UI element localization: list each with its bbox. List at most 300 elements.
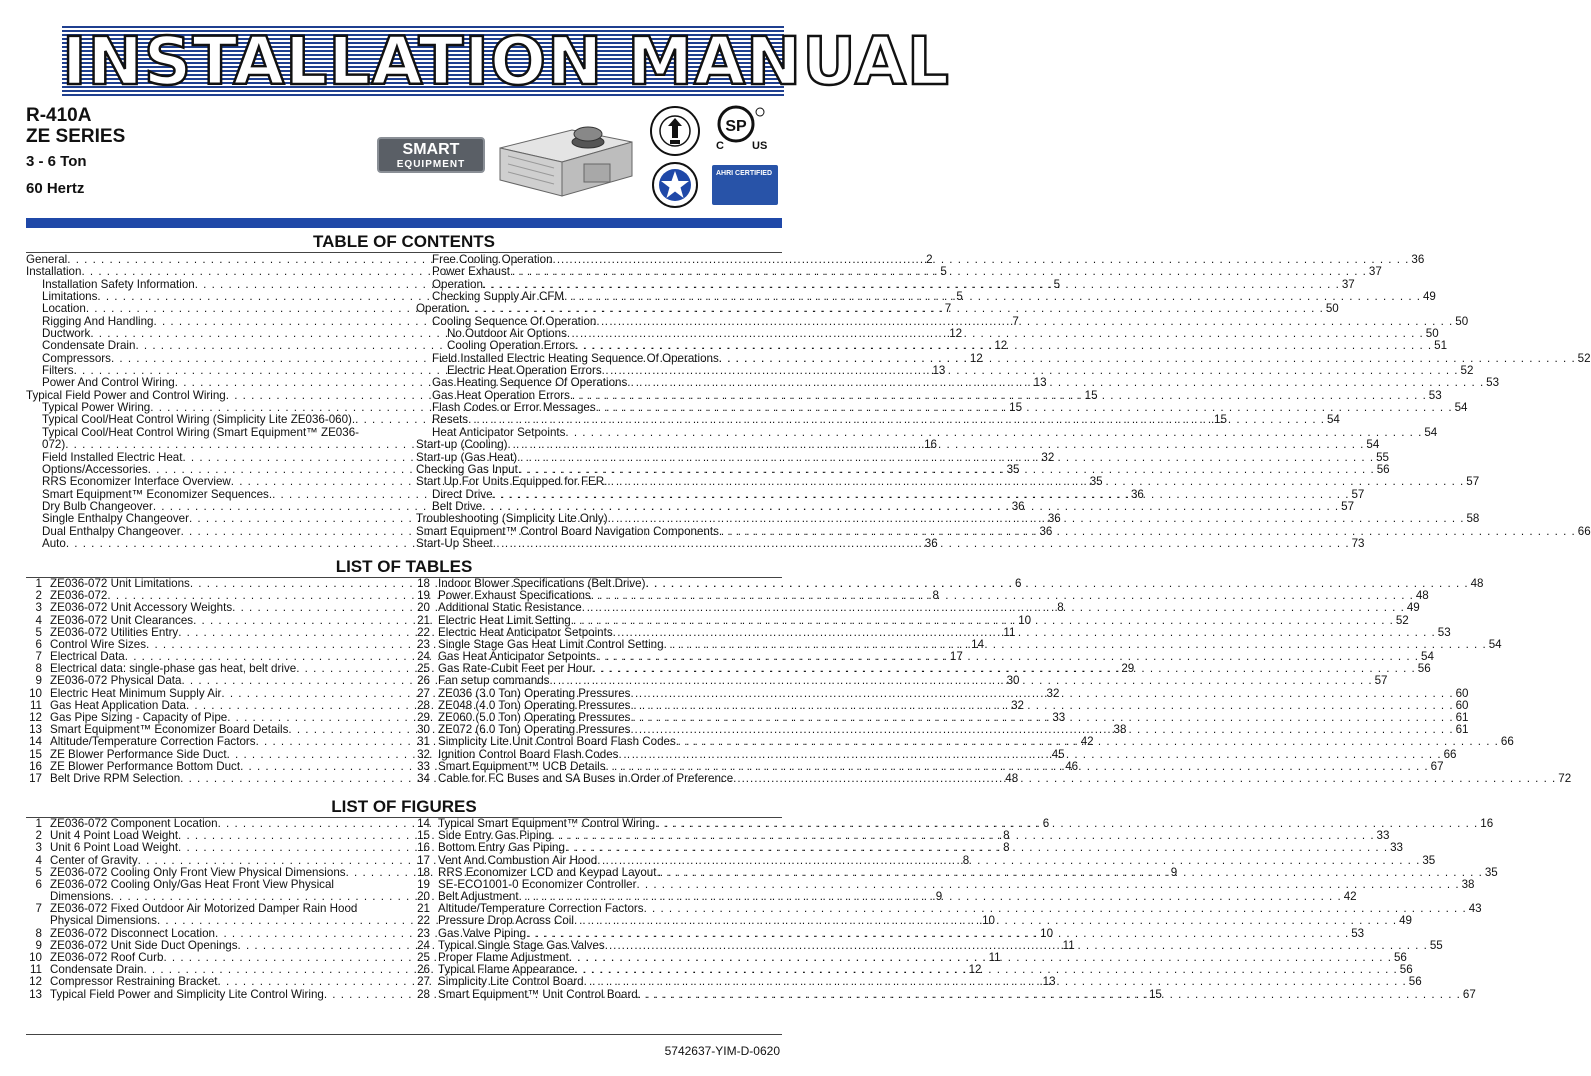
- table-entry-text: Ignition Control Board Flash Codes: [438, 747, 619, 761]
- toc-entry-page: 15: [1084, 388, 1098, 402]
- figure-entry-number: 17: [417, 853, 430, 867]
- toc-entry-text: Smart Equipment™ Control Board Navigation Components: [416, 524, 719, 538]
- figure-entry-page: 33: [1390, 841, 1403, 855]
- table-entry-page: 57: [1374, 674, 1388, 688]
- document-number: 5742637-YIM-D-0620: [664, 1044, 780, 1058]
- table-entry-text: ZE072 (6.0 Ton) Operating Pressures: [438, 723, 631, 737]
- toc-entry-text: Checking Gas Input: [416, 462, 518, 476]
- figure-entry-page: 33: [1376, 829, 1390, 843]
- table-entry-text: Gas Rate-Cubit Feet per Hour: [438, 662, 593, 676]
- table-entry-number: 24: [417, 650, 430, 664]
- figure-entry-text: ZE036-072 Unit Side Duct Openings: [50, 938, 238, 952]
- table-entry-number: 34: [417, 771, 430, 785]
- toc-entry-text: Field Installed Electric Heating Sequence Of Operations: [432, 351, 719, 365]
- figure-entry-text: SE-ECO1001-0 Economizer Controller: [438, 877, 637, 891]
- table-entry-page: 48: [1005, 771, 1019, 785]
- toc-entry-text: Smart Equipment™ Economizer Sequences.: [42, 487, 273, 501]
- table-entry-text: Control Wire Sizes: [50, 637, 146, 651]
- toc-entry-page: 50: [1425, 327, 1439, 341]
- toc-entry-text: Dry Bulb Changeover: [42, 499, 153, 513]
- figure-entry-number: 23: [417, 926, 430, 940]
- figure-entry-page: 35: [1484, 865, 1498, 879]
- dot-leader: [627, 377, 1484, 389]
- table-entry-page: 10: [1018, 613, 1032, 627]
- tonnage-label: 3 - 6 Ton: [26, 153, 87, 170]
- figure-entry-number: 9: [35, 938, 42, 952]
- figure-entry-page: 10: [982, 914, 995, 928]
- toc-entry-text: Checking Supply Air CFM: [432, 290, 565, 304]
- table-entry-number: 21: [417, 613, 430, 627]
- table-entry-text: Smart Equipment™ Economizer Board Details: [50, 723, 289, 737]
- table-entry-text: Cable for FC Buses and SA Buses in Order of Preference: [438, 771, 734, 785]
- table-entry-text: ZE036-072 Unit Clearances: [50, 613, 194, 627]
- figure-entry-page: 15: [1148, 987, 1162, 1001]
- figure-entry-number: 21: [417, 902, 430, 916]
- table-entry-text: Indoor Blower Specifications (Belt Drive): [438, 576, 646, 590]
- dot-leader: [549, 675, 1372, 687]
- figure-entry-text: Condensate Drain: [50, 963, 144, 977]
- table-entry-number: 31: [417, 735, 430, 749]
- table-entry-page: 53: [1437, 625, 1451, 639]
- table-entry-page: 14: [971, 637, 985, 651]
- table-entry-page: 61: [1455, 723, 1469, 737]
- table-entry-text: Additional Static Resistance: [438, 601, 582, 615]
- figure-entry-page: 16: [1480, 816, 1494, 830]
- table-entry-text: Altitude/Temperature Correction Factors: [50, 735, 256, 749]
- table-entry-page: 46: [1065, 759, 1079, 773]
- ul-certification-icon: [648, 104, 702, 158]
- toc-entry-text: Flash Codes or Error Messages: [432, 401, 596, 415]
- table-entry-page: 67: [1430, 759, 1444, 773]
- table-entry-number: 30: [417, 723, 430, 737]
- figure-entry-number: 3: [35, 841, 42, 855]
- table-entry-number: 23: [417, 637, 430, 651]
- table-entry-number: 4: [35, 613, 42, 627]
- figure-entry-text: Altitude/Temperature Correction Factors: [438, 902, 644, 916]
- figure-entry-number: 26: [417, 963, 430, 977]
- dot-leader: [676, 736, 1499, 748]
- table-entry-page: 54: [1421, 650, 1434, 664]
- toc-entry-page: 5: [940, 265, 947, 279]
- table-entry-number: 11: [29, 698, 42, 712]
- toc-entry-page: 7: [1012, 314, 1019, 328]
- toc-entry-page: 36: [1130, 487, 1144, 501]
- toc-entry-page: 16: [924, 438, 938, 452]
- figure-entry-text: Typical Field Power and Simplicity Lite Control Wiring: [50, 987, 324, 1001]
- table-entry-number: 32: [417, 747, 430, 761]
- toc-entry-page: 54: [1424, 425, 1438, 439]
- ahri-certified-logo: AHRI CERTIFIED: [712, 165, 778, 205]
- figure-entry-number: 2: [35, 829, 42, 843]
- table-entry-number: 27: [417, 686, 430, 700]
- figure-entry-text: Proper Flame Adjustment: [438, 951, 569, 965]
- table-entry-text: Gas Pipe Sizing - Capacity of Pipe: [50, 711, 228, 725]
- toc-entry-text: Location: [42, 302, 86, 316]
- table-entry-number: 19: [417, 589, 430, 603]
- toc-entry-text: General: [26, 253, 68, 266]
- table-entry-page: 54: [1488, 637, 1502, 651]
- table-entry-text: Power Exhaust Specifications: [438, 589, 591, 603]
- figure-entry-page: 56: [1393, 951, 1407, 965]
- figure-entry-page: 53: [1351, 926, 1365, 940]
- dot-leader: [582, 602, 1405, 614]
- table-entry-number: 5: [35, 625, 42, 639]
- toc-entry-page: 35: [1089, 475, 1103, 489]
- table-entry-text: Gas Heat Application Data: [50, 698, 186, 712]
- toc-entry-page: 15: [1214, 413, 1227, 427]
- figure-entry-text: Physical Dimensions: [50, 914, 157, 928]
- toc-entry-text: Typical Field Power and Control Wiring: [26, 388, 226, 402]
- manual-title: INSTALLATION MANUAL: [62, 23, 950, 100]
- header-divider: [26, 218, 782, 228]
- table-entry-page: 32: [1046, 686, 1060, 700]
- table-entry-page: 8: [1057, 601, 1064, 615]
- table-entry-number: 2: [35, 589, 42, 603]
- dot-leader: [565, 842, 1388, 854]
- toc-entry-page: 36: [1411, 253, 1425, 266]
- figure-entry-text: Unit 4 Point Load Weight: [50, 829, 179, 843]
- dot-leader: [584, 976, 1407, 988]
- figure-entry-number: 11: [29, 963, 42, 977]
- csa-c-label: C: [716, 140, 724, 152]
- toc-entry-text: Start-up (Gas Heat): [416, 450, 518, 464]
- table-entry[interactable]: [414, 601, 1420, 615]
- figure-entry-number: 5: [35, 865, 42, 879]
- toc-entry-text: Filters: [42, 364, 74, 378]
- table-entry-page: 29: [1121, 662, 1135, 676]
- toc-entry-text: Rigging And Handling: [42, 314, 154, 328]
- smart-logo-line2: EQUIPMENT: [396, 159, 466, 170]
- toc-entry-page: 35: [1006, 462, 1020, 476]
- toc-entry-text: Gas Heating Sequence Of Operations: [432, 376, 628, 390]
- dot-leader: [574, 915, 1397, 927]
- table-entry-number: 14: [29, 735, 42, 749]
- toc-entry-page: 12: [969, 351, 983, 365]
- toc-entry-page: 13: [1033, 376, 1047, 390]
- toc-entry-text: Single Enthalpy Changeover: [42, 512, 189, 526]
- toc-entry-text: Auto: [42, 536, 66, 550]
- toc-entry-page: 56: [1376, 462, 1390, 476]
- toc-entry-page: 13: [932, 364, 946, 378]
- figure-entry-text: Compressor Restraining Bracket: [50, 975, 218, 989]
- dot-leader: [468, 414, 1325, 426]
- toc-entry-page: 53: [1486, 376, 1500, 390]
- figure-entry-text: Pressure Drop Across Coil: [438, 914, 574, 928]
- table-entry-text: Simplicity Lite Unit Control Board Flash Codes: [438, 735, 676, 749]
- toc-entry-page: 73: [1351, 536, 1365, 550]
- toc-entry-text: Free Cooling Operation: [432, 253, 553, 266]
- frequency-label: 60 Hertz: [26, 180, 85, 197]
- table-entry-text: Belt Drive RPM Selection: [50, 771, 181, 785]
- toc-entry-page: 50: [1325, 302, 1339, 316]
- table-entry-number: 26: [417, 674, 430, 688]
- toc-entry-text: Electric Heat Operation Errors: [447, 364, 602, 378]
- table-entry-page: 33: [1052, 711, 1066, 725]
- figure-entry-number: 20: [417, 890, 430, 904]
- dot-leader: [618, 749, 1441, 761]
- table-entry-page: 38: [1113, 723, 1127, 737]
- toc-entry-text: Start-Up Sheet: [416, 536, 493, 550]
- table-entry-text: Smart Equipment™ UCB Details: [438, 759, 606, 773]
- figure-entry-page: 11: [1062, 938, 1075, 952]
- table-entry-page: 60: [1455, 698, 1469, 712]
- series-label: ZE SERIES: [26, 126, 126, 147]
- toc-entry-page: 54: [1366, 438, 1380, 452]
- table-entry-text: ZE036-072: [50, 589, 108, 603]
- toc-entry-text: Gas Heat Operation Errors: [432, 388, 570, 402]
- toc-entry-page: 2: [926, 253, 933, 266]
- figure-entry-number: 14: [417, 816, 430, 830]
- table-entry-number: 25: [417, 662, 430, 676]
- figure-entry[interactable]: [414, 853, 1436, 867]
- table-entry-number: 16: [29, 759, 42, 773]
- figure-entry-number: 27: [417, 975, 430, 989]
- toc-entry-page: 36: [1011, 499, 1025, 513]
- toc-entry-page: 57: [1351, 487, 1365, 501]
- figure-entry-page: 8: [1003, 841, 1010, 855]
- figure-entry-text: ZE036-072 Roof Curb: [50, 951, 164, 965]
- toc-entry-page: 12: [949, 327, 963, 341]
- table-entry-text: ZE036 (3.0 Ton) Operating Pressures: [438, 686, 631, 700]
- table-entry-page: 72: [1558, 771, 1572, 785]
- toc-entry-page: 50: [1455, 314, 1469, 328]
- dot-leader: [607, 476, 1464, 488]
- figure-entry-number: 12: [29, 975, 42, 989]
- figure-entry-page: 9: [1170, 865, 1178, 879]
- figure-entry-page: 67: [1462, 987, 1476, 1001]
- figure-entry-number: 24: [417, 938, 430, 952]
- toc-entry-text: Heat Anticipator Setpoints: [432, 425, 566, 439]
- figure-entry-text: Typical Single Stage Gas Valves: [438, 938, 605, 952]
- dot-leader: [508, 439, 1365, 451]
- toc-entry-page: 51: [1434, 339, 1448, 353]
- figure-entry-number: 8: [35, 926, 42, 940]
- table-entry-number: 10: [29, 686, 42, 700]
- table-entry-text: ZE Blower Performance Bottom Duct: [50, 759, 241, 773]
- table-entry-text: Gas Heat Anticipator Setpoints: [438, 650, 596, 664]
- toc-entry-page: 52: [1460, 364, 1474, 378]
- figure-entry-number: 16: [417, 841, 430, 855]
- toc-entry-text: RRS Economizer Interface Overview: [42, 475, 231, 489]
- toc-entry-page: 12: [994, 339, 1008, 353]
- table-entry-page: 66: [1500, 735, 1514, 749]
- figure-entry-page: 10: [1040, 926, 1054, 940]
- dot-leader: [733, 773, 1556, 785]
- dot-leader: [575, 340, 1432, 352]
- toc-entry-text: No Outdoor Air Options: [447, 327, 567, 341]
- dot-leader: [467, 303, 1324, 315]
- toc-entry[interactable]: [416, 265, 1382, 279]
- table-entry-number: 33: [417, 759, 430, 773]
- table-entry-text: ZE036-072 Utilities Entry: [50, 625, 179, 639]
- figure-entry-page: 12: [968, 963, 982, 977]
- table-entry-page: 49: [1406, 601, 1420, 615]
- figure-entry-page: 38: [1461, 877, 1475, 891]
- toc-entry-page: 55: [1376, 450, 1389, 464]
- table-entry-text: Electrical data: single-phase gas heat, belt drive: [50, 662, 297, 676]
- toc-entry-page: 52: [1577, 351, 1591, 365]
- figure-entry-number: 13: [29, 987, 42, 1001]
- toc-entry-text: Operation: [416, 302, 467, 316]
- figure-entry-page: 49: [1399, 914, 1412, 928]
- table-entry-number: 15: [29, 747, 42, 761]
- figure-entry-number: 22: [417, 914, 430, 928]
- table-entry-number: 9: [35, 674, 42, 688]
- csa-us-label: US: [752, 140, 768, 152]
- table-entry-text: ZE048 (4.0 Ton) Operating Pressures: [438, 698, 631, 712]
- toc-entry-text: Operation: [432, 277, 483, 291]
- figure-entry-number: 1: [35, 816, 42, 830]
- figure-entry-number: 15: [417, 829, 430, 843]
- toc-entry-text: Ductwork: [42, 327, 91, 341]
- figure-entry-text: Bottom Entry Gas Piping: [438, 841, 565, 855]
- toc-entry-page: 36: [1039, 524, 1053, 538]
- toc-entry-page: 57: [1341, 499, 1355, 513]
- figure-entry-page: 13: [1042, 975, 1056, 989]
- toc-entry-page: 37: [1341, 277, 1355, 291]
- tables-title: LIST OF TABLES: [335, 557, 473, 576]
- toc-entry-page: 54: [1454, 401, 1468, 415]
- toc-entry-text: Typical Cool/Heat Control Wiring (Simplicity Lite ZE036-060).: [42, 413, 356, 427]
- table-entry-page: 11: [1003, 625, 1016, 639]
- refrigerant-label: R-410A: [26, 105, 92, 126]
- figure-entry-text: ZE036-072 Cooling Only/Gas Heat Front View Physical: [50, 877, 334, 891]
- figure-entry-page: 35: [1422, 853, 1436, 867]
- toc-entry-text: Start-up (Cooling): [416, 438, 508, 452]
- figure-entry-text: Gas Valve Piping: [438, 926, 527, 940]
- figure-entry-text: ZE036-072 Component Location: [50, 816, 218, 830]
- table-entry-page: 61: [1455, 711, 1469, 725]
- figure-entry-text: Dimensions: [50, 890, 111, 904]
- toc-entry-page: 36: [924, 536, 938, 550]
- table-entry-text: Electric Heat Anticipator Setpoints: [438, 625, 613, 639]
- dot-leader: [571, 615, 1394, 627]
- toc-entry-text: 072): [42, 438, 66, 452]
- toc-entry-page: 32: [1041, 450, 1055, 464]
- figure-entry-page: 55: [1429, 938, 1443, 952]
- table-entry-number: 7: [35, 650, 42, 664]
- table-entry-number: 29: [417, 711, 430, 725]
- table-entry-number: 1: [35, 576, 42, 590]
- footer-rule: [26, 1034, 782, 1035]
- table-entry-page: 56: [1417, 662, 1431, 676]
- figure-entry-number: 18: [417, 865, 430, 879]
- table-entry-text: ZE Blower Performance Side Duct: [50, 747, 227, 761]
- figure-entry-number: 6: [35, 877, 42, 891]
- table-entry-text: Electric Heat Minimum Supply Air: [50, 686, 222, 700]
- figure-entry-number: 28: [417, 987, 430, 1001]
- toc-entry-text: Field Installed Electric Heat: [42, 450, 183, 464]
- table-entry-page: 6: [1014, 576, 1022, 590]
- toc-entry-text: Power Exhaust: [432, 265, 510, 279]
- toc-entry-text: Compressors: [42, 351, 111, 365]
- toc-entry-text: Condensate Drain: [42, 339, 136, 353]
- figure-entry-page: 8: [1003, 829, 1010, 843]
- table-entry-number: 20: [417, 601, 430, 615]
- figure-entry[interactable]: [414, 841, 1403, 855]
- toc-entry-page: 5: [956, 290, 963, 304]
- dot-leader: [493, 538, 1350, 550]
- figure-entry-text: Typical Smart Equipment™ Control Wiring: [438, 816, 656, 830]
- toc-entry-page: 37: [1368, 265, 1382, 279]
- figure-entry-text: Side Entry Gas Piping: [438, 829, 552, 843]
- table-entry-page: 66: [1443, 747, 1457, 761]
- table-entry-page: 52: [1395, 613, 1409, 627]
- table-entry-page: 48: [1470, 576, 1484, 590]
- toc-entry-text: Power And Control Wiring: [42, 376, 175, 390]
- toc-entry-text: Troubleshooting (Simplicity Lite Only): [416, 512, 608, 526]
- toc-entry-page: 58: [1466, 512, 1480, 526]
- toc-entry-page: 49: [1422, 290, 1436, 304]
- toc-entry-page: 5: [1053, 277, 1061, 291]
- toc-entry-text: Limitations: [42, 290, 98, 304]
- figure-entry-text: Typical Flame Appearance: [438, 963, 575, 977]
- figure-entry-page: 9: [935, 890, 943, 904]
- toc-entry-text: Installation: [26, 265, 82, 279]
- table-entry-number: 8: [35, 662, 42, 676]
- toc-entry-text: Options/Accessories: [42, 462, 148, 476]
- toc-entry-page: 53: [1428, 388, 1442, 402]
- figure-entry-page: 42: [1343, 890, 1357, 904]
- rooftop-unit-image: [492, 108, 638, 200]
- table-entry-page: 48: [1415, 589, 1429, 603]
- table-entry-text: ZE036-072 Unit Accessory Weights: [50, 601, 233, 615]
- table-entry-number: 22: [417, 625, 430, 639]
- table-entry-text: ZE036-072 Physical Data: [50, 674, 182, 688]
- smart-equipment-logo: [377, 137, 485, 173]
- figure-entry-page: 11: [988, 951, 1001, 965]
- figure-entry-number: 25: [417, 951, 430, 965]
- table-entry-page: 8: [932, 589, 939, 603]
- table-entry-page: 30: [1006, 674, 1020, 688]
- figure-entry-text: Smart Equipment™ Unit Control Board: [438, 987, 638, 1001]
- toc-entry-text: Dual Enthalpy Changeover: [42, 524, 181, 538]
- dot-leader: [638, 989, 1461, 1001]
- table-entry-page: 42: [1080, 735, 1094, 749]
- table-entry-page: 32: [1011, 698, 1025, 712]
- figure-entry-page: 43: [1468, 902, 1482, 916]
- toc-entry-text: Direct Drive: [432, 487, 493, 501]
- toc-title: TABLE OF CONTENTS: [313, 232, 495, 251]
- toc-entry-page: 57: [1466, 475, 1480, 489]
- table-entry-text: ZE060 (5.0 Ton) Operating Pressures: [438, 711, 631, 725]
- toc-entry-page: 15: [1009, 401, 1023, 415]
- figure-entry-text: Belt Adjustment: [438, 890, 519, 904]
- dot-leader: [608, 513, 1465, 525]
- svg-text:SP: SP: [725, 118, 747, 135]
- figures-title: LIST OF FIGURES: [331, 797, 477, 816]
- figure-entry-text: Center of Gravity: [50, 853, 138, 867]
- table-entry-text: ZE036-072 Unit Limitations: [50, 576, 190, 590]
- table-entry-text: Electrical Data: [50, 650, 125, 664]
- figure-entry-number: 19: [417, 877, 430, 891]
- toc-entry-text: Resets: [432, 413, 469, 427]
- toc-entry-page: 54: [1326, 413, 1340, 427]
- table-entry-text: Single Stage Gas Heat Limit Control Setting: [438, 637, 664, 651]
- toc-entry[interactable]: [416, 302, 1339, 316]
- figure-entry-text: Vent And Combustion Air Hood: [438, 853, 598, 867]
- figure-entry-text: RRS Economizer LCD and Keypad Layout.: [438, 865, 660, 879]
- dot-leader: [597, 855, 1420, 867]
- figure-entry-text: Unit 6 Point Load Weight: [50, 841, 179, 855]
- figure-entry-page: 56: [1408, 975, 1422, 989]
- toc-entry-text: Start Up For Units Equipped for FER.: [416, 475, 608, 489]
- table-entry-text: Electric Heat Limit Setting: [438, 613, 571, 627]
- figure-entry-page: 8: [962, 853, 970, 867]
- figure-entry-number: 7: [35, 902, 42, 916]
- table-entry-page: 17: [949, 650, 963, 664]
- figure-entry-page: 56: [1399, 963, 1413, 977]
